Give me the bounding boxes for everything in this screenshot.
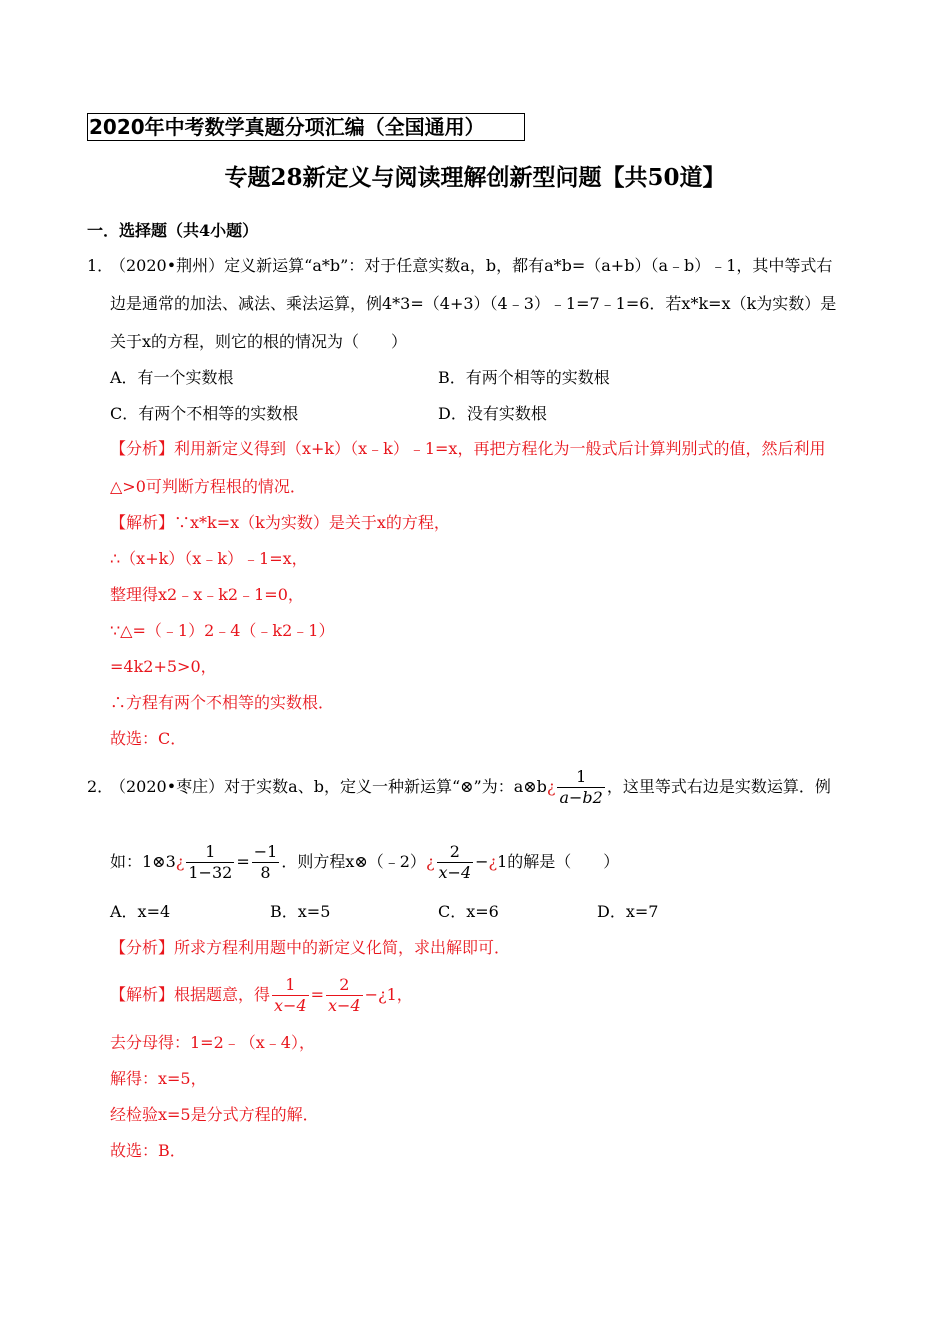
q2-solution-fraction-left bbox=[272, 975, 309, 1016]
q2-solution-line3: 解得：x=5， bbox=[110, 1069, 207, 1088]
q1-solution-line4: ∵△=（﹣1）2﹣4（﹣k2﹣1） bbox=[110, 621, 335, 640]
equals-sign: = bbox=[310, 985, 325, 1004]
fraction-denominator: x−4 bbox=[328, 995, 361, 1015]
fraction-denominator: 1−32 bbox=[188, 862, 233, 882]
q2-option-a: A．x=4 bbox=[110, 902, 171, 921]
fraction-numerator: 1 bbox=[285, 974, 296, 994]
header-box-title: 2020年中考数学真题分项汇编（全国通用） bbox=[89, 115, 485, 139]
q2-fraction-example bbox=[186, 842, 234, 883]
inverted-question-mark: ¿ bbox=[175, 852, 185, 871]
q2-fraction-result bbox=[252, 842, 280, 883]
q2-solution-fraction-right bbox=[326, 975, 363, 1016]
fraction-denominator: 8 bbox=[252, 862, 280, 883]
q1-analysis-line1: 【分析】利用新定义得到（x+k）（x﹣k）﹣1=x，再把方程化为一般式后计算判别式的值，然后利用 bbox=[110, 439, 826, 458]
q2-solution-line2: 去分母得：1=2﹣（x﹣4）， bbox=[110, 1033, 315, 1052]
q1-stem-line3: 关于x的方程，则它的根的情况为（ ） bbox=[110, 332, 408, 351]
q2-stem-line1 bbox=[110, 765, 831, 809]
q1-solution-answer: 故选：C． bbox=[110, 729, 187, 748]
q2-solution-line1 bbox=[110, 973, 413, 1017]
q2-stem-line1-text-a: （2020•枣庄）对于实数a、b，定义一种新运算“⊗”为：a⊗b bbox=[110, 777, 547, 796]
q2-option-c: C．x=6 bbox=[438, 902, 499, 921]
fraction-denominator: x−4 bbox=[274, 995, 307, 1015]
inverted-question-mark: ¿ bbox=[546, 777, 556, 796]
equals-sign: = bbox=[236, 852, 250, 871]
fraction-numerator: 2 bbox=[339, 974, 350, 994]
section-heading: 一．选择题（共4小题） bbox=[87, 221, 259, 240]
q2-number: 2． bbox=[87, 777, 114, 796]
inverted-question-mark: ¿ bbox=[378, 985, 387, 1004]
minus-sign: − bbox=[475, 852, 489, 871]
fraction-numerator: 2 bbox=[449, 841, 460, 861]
fraction-numerator: 1 bbox=[576, 766, 587, 786]
q1-option-d: D．没有实数根 bbox=[438, 404, 547, 423]
fraction-denominator: a−b2 bbox=[559, 787, 603, 807]
q1-solution-line6: ∴方程有两个不相等的实数根． bbox=[110, 693, 335, 712]
document-title: 专题28新定义与阅读理解创新型问题【共50道】 bbox=[224, 164, 726, 191]
inverted-question-mark: ¿ bbox=[488, 852, 498, 871]
q1-option-b: B．有两个相等的实数根 bbox=[438, 368, 610, 387]
q2-stem-line2-text-b: ．则方程x⊗（﹣2） bbox=[281, 852, 426, 871]
q2-solution-answer: 故选：B． bbox=[110, 1141, 186, 1160]
q2-fraction-definition bbox=[557, 767, 604, 808]
inverted-question-mark: ¿ bbox=[425, 852, 435, 871]
q2-option-d: D．x=7 bbox=[597, 902, 659, 921]
q1-option-a: A．有一个实数根 bbox=[110, 368, 234, 387]
q2-solution-line1-text-a: 【解析】根据题意，得 bbox=[110, 985, 271, 1004]
q2-option-b: B．x=5 bbox=[270, 902, 331, 921]
fraction-denominator: x−4 bbox=[438, 862, 472, 882]
q2-stem-line2-text-a: 如：1⊗3 bbox=[110, 852, 176, 871]
q1-solution-line2: ∴（x+k）（x﹣k）﹣1=x， bbox=[110, 549, 308, 568]
q2-stem-line2 bbox=[110, 840, 619, 884]
q1-solution-line3: 整理得x2﹣x﹣k2﹣1=0， bbox=[110, 585, 304, 604]
q1-analysis-line2: △>0可判断方程根的情况． bbox=[110, 477, 306, 496]
q1-number: 1． bbox=[87, 256, 114, 275]
q1-stem-line2: 边是通常的加法、减法、乘法运算，例4*3=（4+3）（4﹣3）﹣1=7﹣1=6．若x*k=x（k为实数）是 bbox=[110, 294, 837, 313]
q2-stem-line1-text-b: ，这里等式右边是实数运算．例 bbox=[606, 777, 831, 796]
minus-sign: − bbox=[364, 985, 379, 1004]
q2-solution-line1-text-b: 1， bbox=[386, 985, 413, 1004]
q1-stem-line1: （2020•荆州）定义新运算“a*b”：对于任意实数a，b，都有a*b=（a+b）（a﹣b）﹣1，其中等式右 bbox=[110, 256, 833, 275]
q2-stem-line2-text-c: 1的解是（ ） bbox=[497, 852, 620, 871]
q1-solution-line5: =4k2+5>0， bbox=[110, 657, 217, 676]
q2-fraction-equation bbox=[437, 842, 474, 883]
q1-option-c: C．有两个不相等的实数根 bbox=[110, 404, 299, 423]
q1-solution-line1: 【解析】∵x*k=x（k为实数）是关于x的方程， bbox=[110, 513, 450, 532]
q2-analysis: 【分析】所求方程利用题中的新定义化简，求出解即可． bbox=[110, 938, 511, 957]
fraction-numerator: 1 bbox=[205, 841, 216, 861]
fraction-numerator: −1 bbox=[253, 841, 278, 861]
q2-solution-line4: 经检验x=5是分式方程的解． bbox=[110, 1105, 319, 1124]
